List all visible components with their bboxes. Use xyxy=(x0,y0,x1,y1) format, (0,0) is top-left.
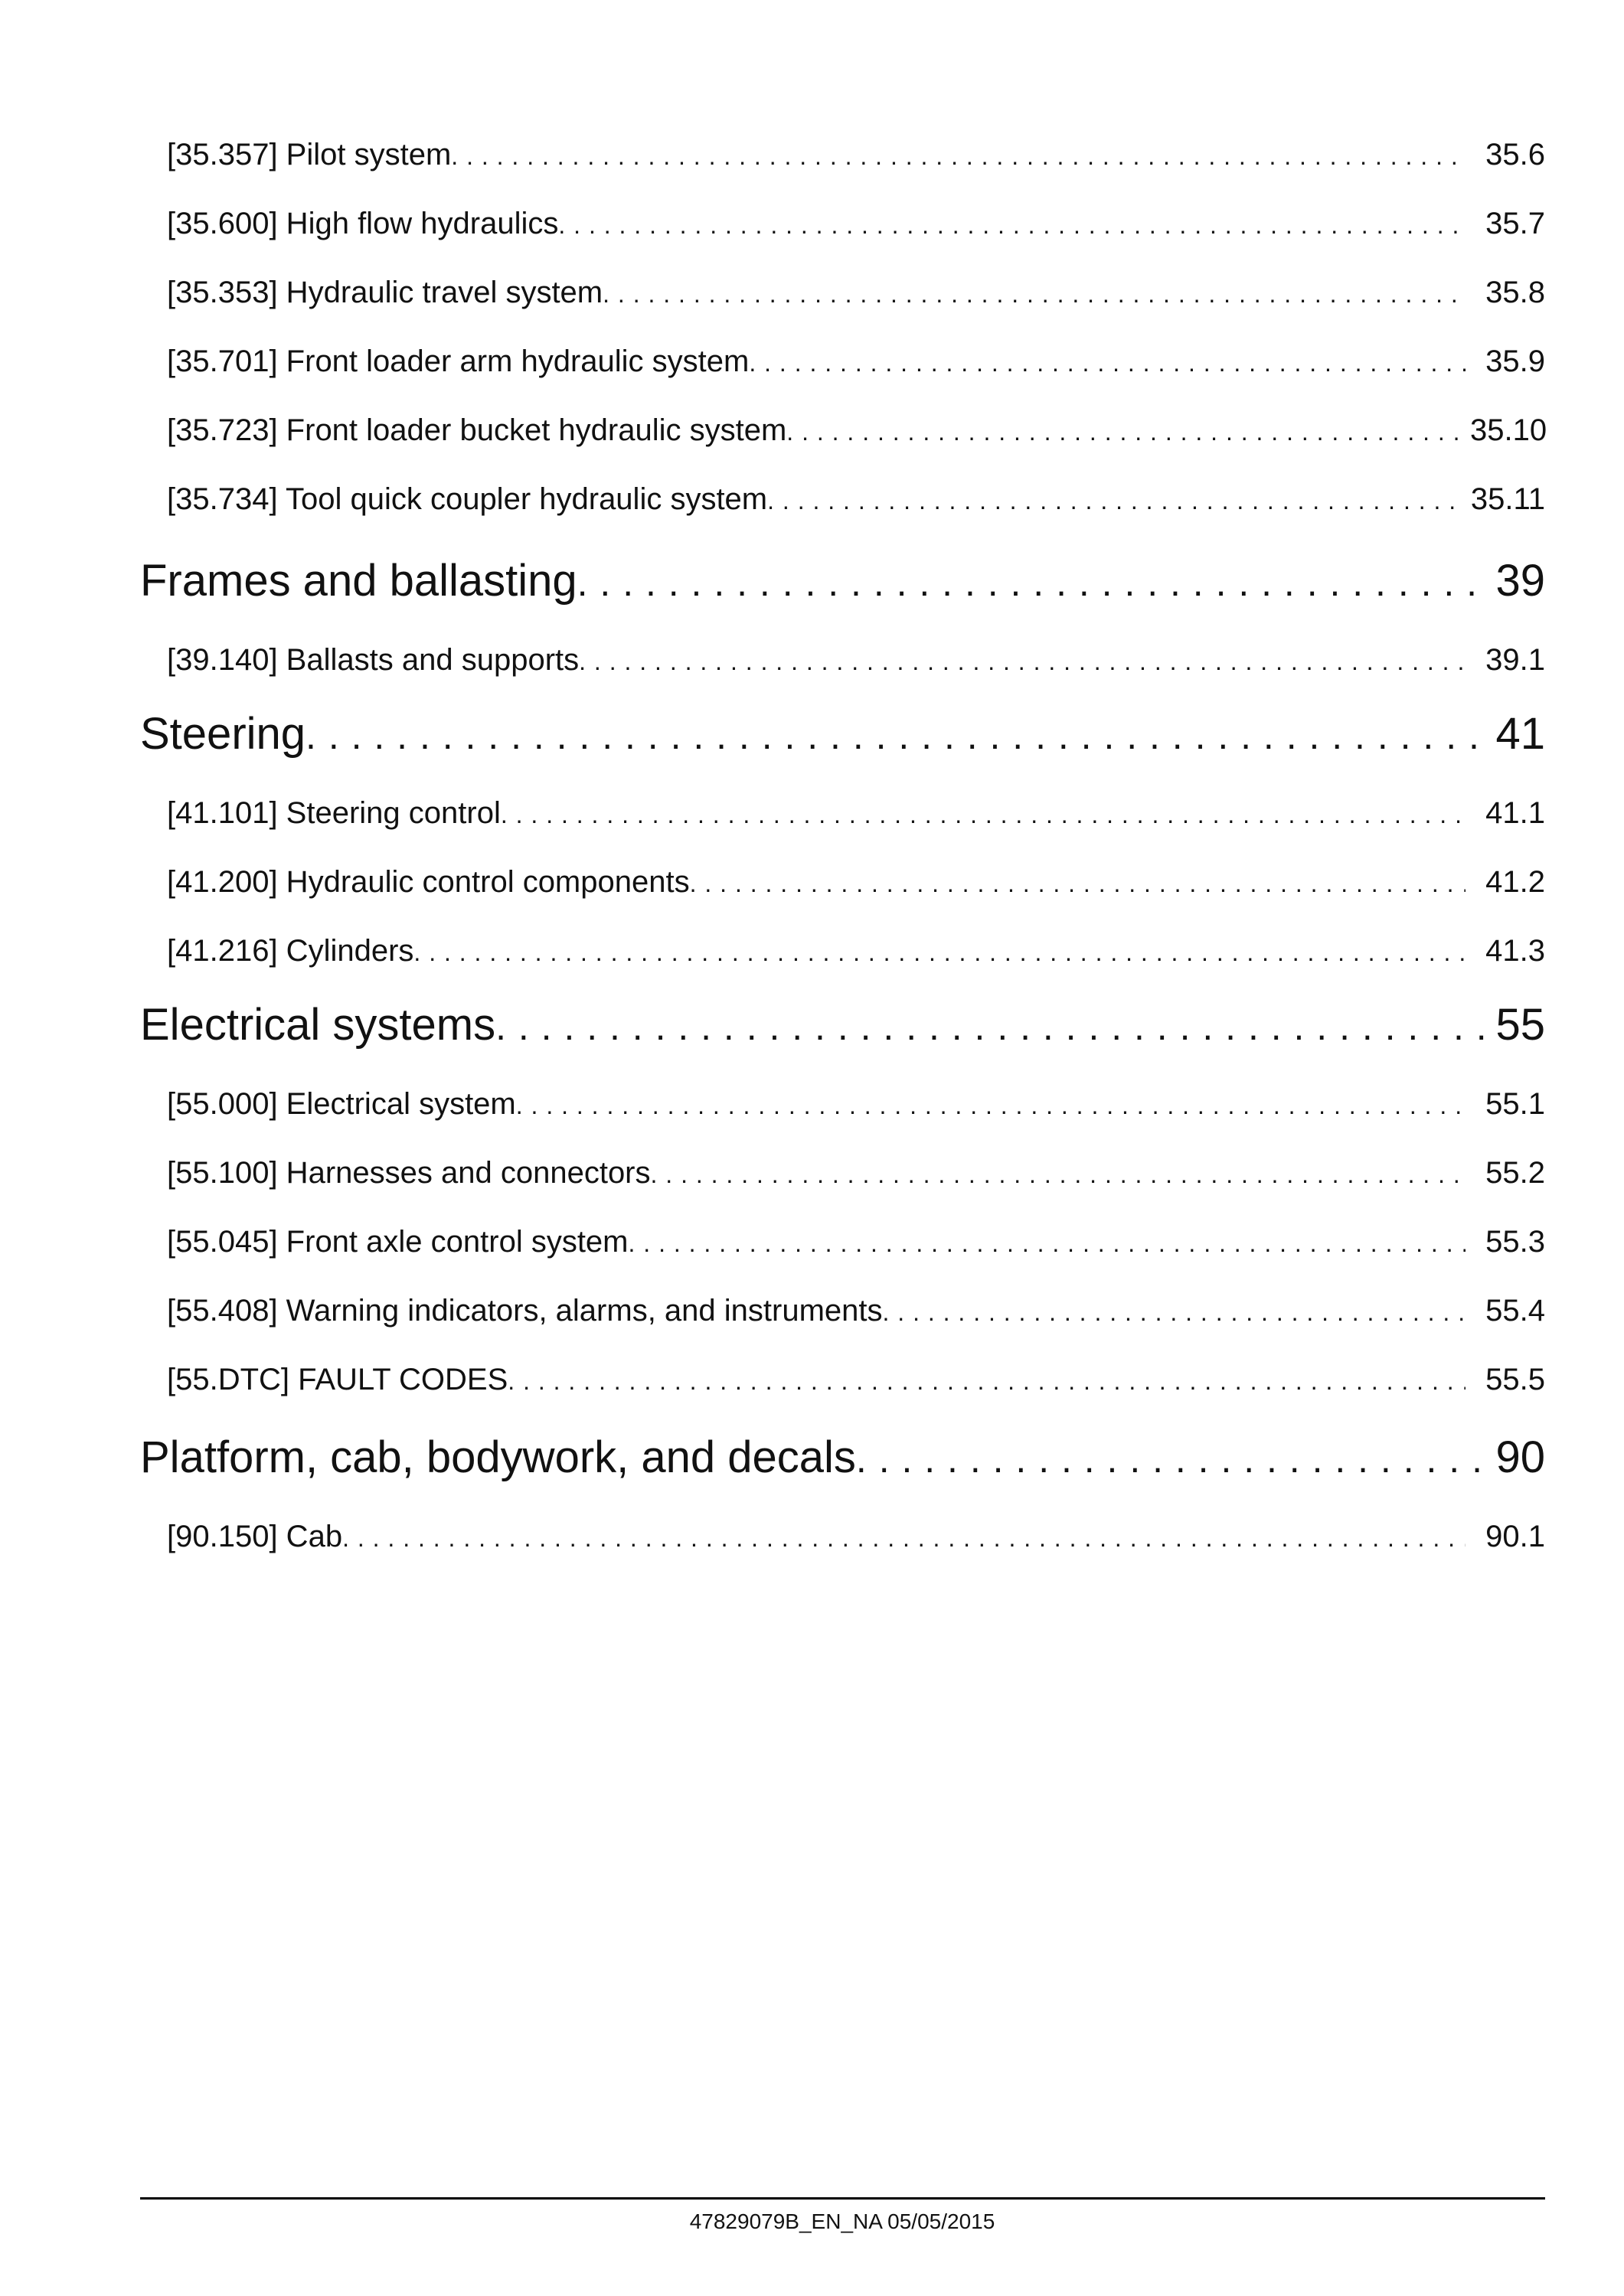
toc-entry[interactable] xyxy=(167,1294,1545,1340)
toc-entry-title: [35.723] Front loader bucket hydraulic system xyxy=(167,413,787,447)
toc-entry[interactable] xyxy=(167,865,1545,911)
toc-entry-title: [35.701] Front loader arm hydraulic system xyxy=(167,345,750,378)
toc-entry-title: [55.DTC] FAULT CODES xyxy=(167,1363,508,1396)
toc-entry[interactable] xyxy=(167,1520,1545,1566)
toc-entry-page-number: 55.2 xyxy=(1485,1156,1545,1190)
dot-leader xyxy=(495,1004,1485,1049)
toc-entry-page-number: 55.4 xyxy=(1485,1294,1545,1328)
toc-entry[interactable] xyxy=(167,796,1545,842)
toc-entry-page-number: 41.3 xyxy=(1485,934,1545,968)
dot-leader xyxy=(516,1092,1466,1120)
toc-entry-title: [35.734] Tool quick coupler hydraulic system xyxy=(167,482,768,516)
dot-leader xyxy=(306,714,1485,758)
toc-entry[interactable] xyxy=(167,1156,1545,1202)
footer-doc-code: 47829079B_EN_NA 05/05/2015 xyxy=(689,2209,995,2233)
toc-entry[interactable] xyxy=(167,1225,1545,1271)
toc-section-page-number: 90 xyxy=(1495,1432,1545,1482)
toc-entry-page-number: 35.11 xyxy=(1470,482,1545,516)
toc-entry-title: [35.353] Hydraulic travel system xyxy=(167,276,603,309)
dot-leader xyxy=(451,142,1466,171)
toc-section-page-number: 55 xyxy=(1495,1000,1545,1050)
dot-leader xyxy=(749,349,1466,377)
toc-section-entry[interactable] xyxy=(140,555,1545,616)
toc-section-title: Electrical systems xyxy=(140,1000,496,1050)
toc-section-title: Frames and ballasting xyxy=(140,556,577,606)
dot-leader xyxy=(767,487,1466,515)
dot-leader xyxy=(883,1298,1466,1327)
dot-leader xyxy=(577,560,1485,605)
toc-entry[interactable] xyxy=(167,345,1545,390)
toc-section-title: Platform, cab, bodywork, and decals xyxy=(140,1432,856,1482)
dot-leader xyxy=(508,1367,1466,1396)
toc-entry-page-number: 35.9 xyxy=(1485,345,1545,378)
toc-section-title: Steering xyxy=(140,709,306,759)
toc-entry-title: [55.045] Front axle control system xyxy=(167,1225,629,1259)
dot-leader xyxy=(856,1437,1485,1481)
toc-entry-title: [55.408] Warning indicators, alarms, and instruments xyxy=(167,1294,883,1328)
toc-entry-title: [35.357] Pilot system xyxy=(167,138,452,171)
toc-entry-page-number: 39.1 xyxy=(1485,643,1545,677)
toc-entry-title: [55.100] Harnesses and connectors xyxy=(167,1156,651,1190)
dot-leader xyxy=(342,1524,1466,1553)
toc-entry[interactable] xyxy=(167,934,1545,980)
toc-entry-page-number: 41.1 xyxy=(1485,796,1545,830)
dot-leader xyxy=(579,648,1466,676)
toc-section-page-number: 39 xyxy=(1495,556,1545,606)
dot-leader xyxy=(558,211,1466,240)
toc-entry-page-number: 90.1 xyxy=(1485,1520,1545,1553)
dot-leader xyxy=(690,870,1466,898)
toc-entry-title: [41.216] Cylinders xyxy=(167,934,414,968)
toc-entry-title: [35.600] High flow hydraulics xyxy=(167,207,559,240)
toc-entry-page-number: 55.3 xyxy=(1485,1225,1545,1259)
toc-entry[interactable] xyxy=(167,1087,1545,1133)
toc-entry-title: [55.000] Electrical system xyxy=(167,1087,516,1121)
toc-entry[interactable] xyxy=(167,413,1545,459)
toc-entry-page-number: 35.10 xyxy=(1470,413,1547,447)
toc-entry[interactable] xyxy=(167,1363,1545,1409)
dot-leader xyxy=(413,939,1466,967)
dot-leader xyxy=(629,1230,1466,1258)
toc-entry[interactable] xyxy=(167,276,1545,322)
toc-section-entry[interactable] xyxy=(140,708,1545,769)
toc-entry-page-number: 55.5 xyxy=(1485,1363,1545,1396)
toc-entry[interactable] xyxy=(167,482,1545,528)
toc-section-page-number: 41 xyxy=(1495,709,1545,759)
dot-leader xyxy=(501,801,1466,829)
toc-section-entry[interactable] xyxy=(140,1432,1545,1493)
toc-entry[interactable] xyxy=(167,138,1545,184)
toc-entry-title: [41.101] Steering control xyxy=(167,796,501,830)
toc-entry-page-number: 35.6 xyxy=(1485,138,1545,171)
toc-entry-page-number: 41.2 xyxy=(1485,865,1545,899)
toc-entry[interactable] xyxy=(167,643,1545,689)
toc-entry[interactable] xyxy=(167,207,1545,253)
dot-leader xyxy=(603,280,1466,309)
footer-rule xyxy=(140,2197,1545,2200)
toc-entry-title: [41.200] Hydraulic control components xyxy=(167,865,690,899)
toc-entry-title: [39.140] Ballasts and supports xyxy=(167,643,580,677)
toc-entry-page-number: 55.1 xyxy=(1485,1087,1545,1121)
dot-leader xyxy=(651,1161,1466,1189)
toc-entry-title: [90.150] Cab xyxy=(167,1520,343,1553)
toc-section-entry[interactable] xyxy=(140,999,1545,1060)
toc-entry-page-number: 35.7 xyxy=(1485,207,1545,240)
dot-leader xyxy=(786,418,1466,446)
toc-entry-page-number: 35.8 xyxy=(1485,276,1545,309)
